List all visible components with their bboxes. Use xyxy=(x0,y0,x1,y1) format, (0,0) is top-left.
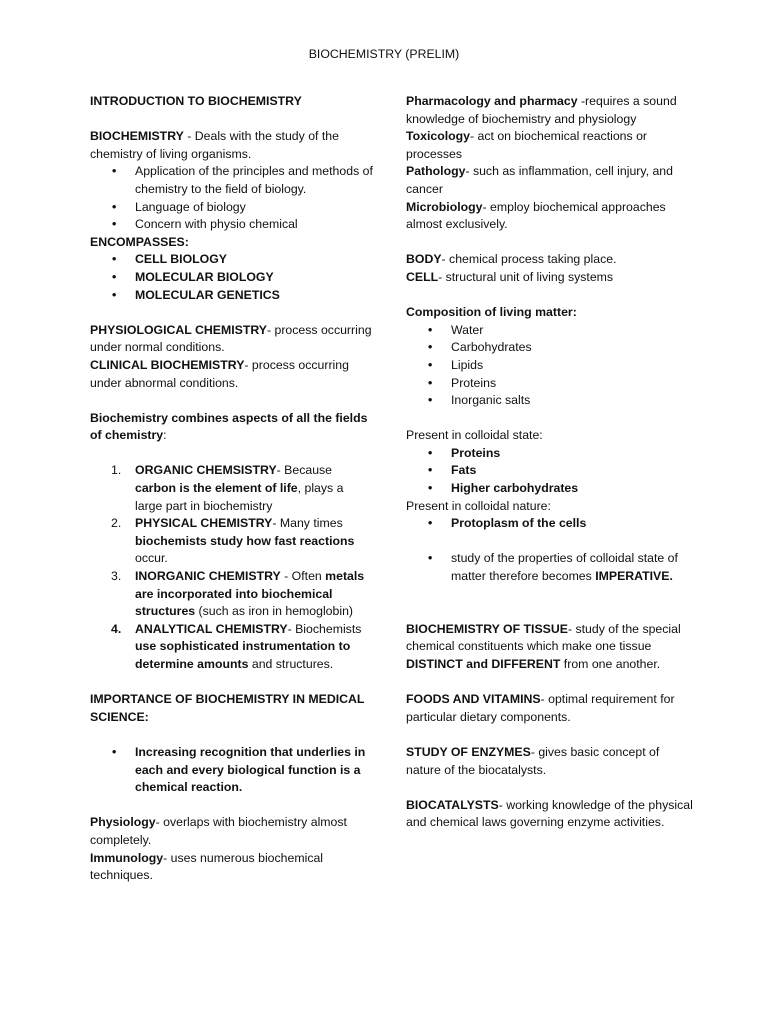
colloidal-state-heading: Present in colloidal state: xyxy=(406,428,543,443)
list-item: • Protoplasm of the cells xyxy=(406,515,696,533)
list-item: • Inorganic salts xyxy=(406,392,696,410)
list-item: • study of the properties of colloidal state of matter therefore becomes IMPERATIVE. xyxy=(406,550,696,585)
enzymes-definition: STUDY OF ENZYMES- gives basic concept of nature of the biocatalysts. xyxy=(406,744,660,777)
microbiology-definition: Microbiology- employ biochemical approaches almost exclusively. xyxy=(406,199,666,232)
list-item: • Proteins xyxy=(406,445,696,463)
list-item: 4. ANALYTICAL CHEMISTRY- Biochemists use sophisticated instrumentation to determine amounts and structures. xyxy=(111,621,362,671)
toxicology-definition: Toxicology- act on biochemical reactions or processes xyxy=(406,129,648,161)
list-item: • CELL BIOLOGY xyxy=(90,251,374,269)
encompasses-heading: ENCOMPASSES: xyxy=(90,234,189,249)
cell-definition: CELL- structural unit of living systems xyxy=(406,269,614,284)
page-title: BIOCHEMISTRY (PRELIM) xyxy=(308,47,460,61)
biochemistry-points-list xyxy=(90,163,374,233)
list-item: 2. PHYSICAL CHEMISTRY- Many times biochemists study how fast reactions occur. xyxy=(111,516,355,566)
combines-heading: Biochemistry combines aspects of all the fields of chemistry: xyxy=(90,410,368,443)
left-column xyxy=(90,93,374,885)
list-item: • Concern with physio chemical xyxy=(90,216,374,234)
list-item: • Water xyxy=(406,322,696,340)
colloidal-state-list xyxy=(406,445,696,498)
right-column xyxy=(406,93,696,832)
encompasses-list xyxy=(90,251,374,304)
colloidal-nature-heading: Present in colloidal nature: xyxy=(406,498,551,513)
physiology-definition: Physiology- overlaps with biochemistry almost completely. xyxy=(90,815,347,847)
importance-heading: IMPORTANCE OF BIOCHEMISTRY IN MEDICAL SCIENCE: xyxy=(90,692,365,724)
list-item: • Increasing recognition that underlies in each and every biological function is a chemical reaction. xyxy=(90,744,374,797)
chemistry-fields-list xyxy=(90,462,374,673)
list-item: 1. ORGANIC CHEMSISTRY- Because carbon is the element of life, plays a large part in biochemistry xyxy=(111,463,344,513)
clinical-biochemistry-definition: CLINICAL BIOCHEMISTRY- process occurring under abnormal conditions. xyxy=(90,357,349,390)
composition-heading: Composition of living matter: xyxy=(406,305,577,320)
foods-vitamins-definition: FOODS AND VITAMINS- optimal requirement for particular dietary components. xyxy=(406,692,675,724)
importance-list xyxy=(90,744,374,797)
pathology-definition: Pathology- such as inflammation, cell injury, and cancer xyxy=(406,164,673,196)
biochemistry-definition: BIOCHEMISTRY - Deals with the study of the chemistry of living organisms. xyxy=(90,129,339,161)
immunology-definition: Immunology- uses numerous biochemical techniques. xyxy=(90,850,324,883)
list-item: • Application of the principles and methods of chemistry to the field of biology. xyxy=(90,163,374,198)
pharmacology-definition: Pharmacology and pharmacy -requires a sound knowledge of biochemistry and physiology xyxy=(406,94,677,126)
list-item: • Fats xyxy=(406,462,696,480)
list-item: • Proteins xyxy=(406,375,696,393)
biochemistry-term: BIOCHEMISTRY xyxy=(90,129,184,144)
colloidal-nature-list xyxy=(406,515,696,533)
body-definition: BODY- chemical process taking place. xyxy=(406,252,617,267)
colloid-study-list xyxy=(406,550,696,585)
list-item: • MOLECULAR BIOLOGY xyxy=(90,269,374,287)
list-item: • Lipids xyxy=(406,357,696,375)
list-item: • Higher carbohydrates xyxy=(406,480,696,498)
list-item: • MOLECULAR GENETICS xyxy=(90,287,374,305)
biocatalysts-definition: BIOCATALYSTS- working knowledge of the physical and chemical laws governing enzyme activities. xyxy=(406,797,693,830)
list-item: • Carbohydrates xyxy=(406,339,696,357)
composition-list xyxy=(406,322,696,410)
intro-heading: INTRODUCTION TO BIOCHEMISTRY xyxy=(90,94,302,108)
list-item: • Language of biology xyxy=(90,199,374,217)
list-item: 3. INORGANIC CHEMISTRY - Often metals are incorporated into biochemical structures (such as iron in hemoglobin) xyxy=(111,569,365,619)
tissue-definition: BIOCHEMISTRY OF TISSUE- study of the special chemical constituents which make one tissue DISTINCT and DIFFERENT from one another. xyxy=(406,621,681,671)
physiological-chemistry-definition: PHYSIOLOGICAL CHEMISTRY- process occurring under normal conditions. xyxy=(90,322,372,355)
